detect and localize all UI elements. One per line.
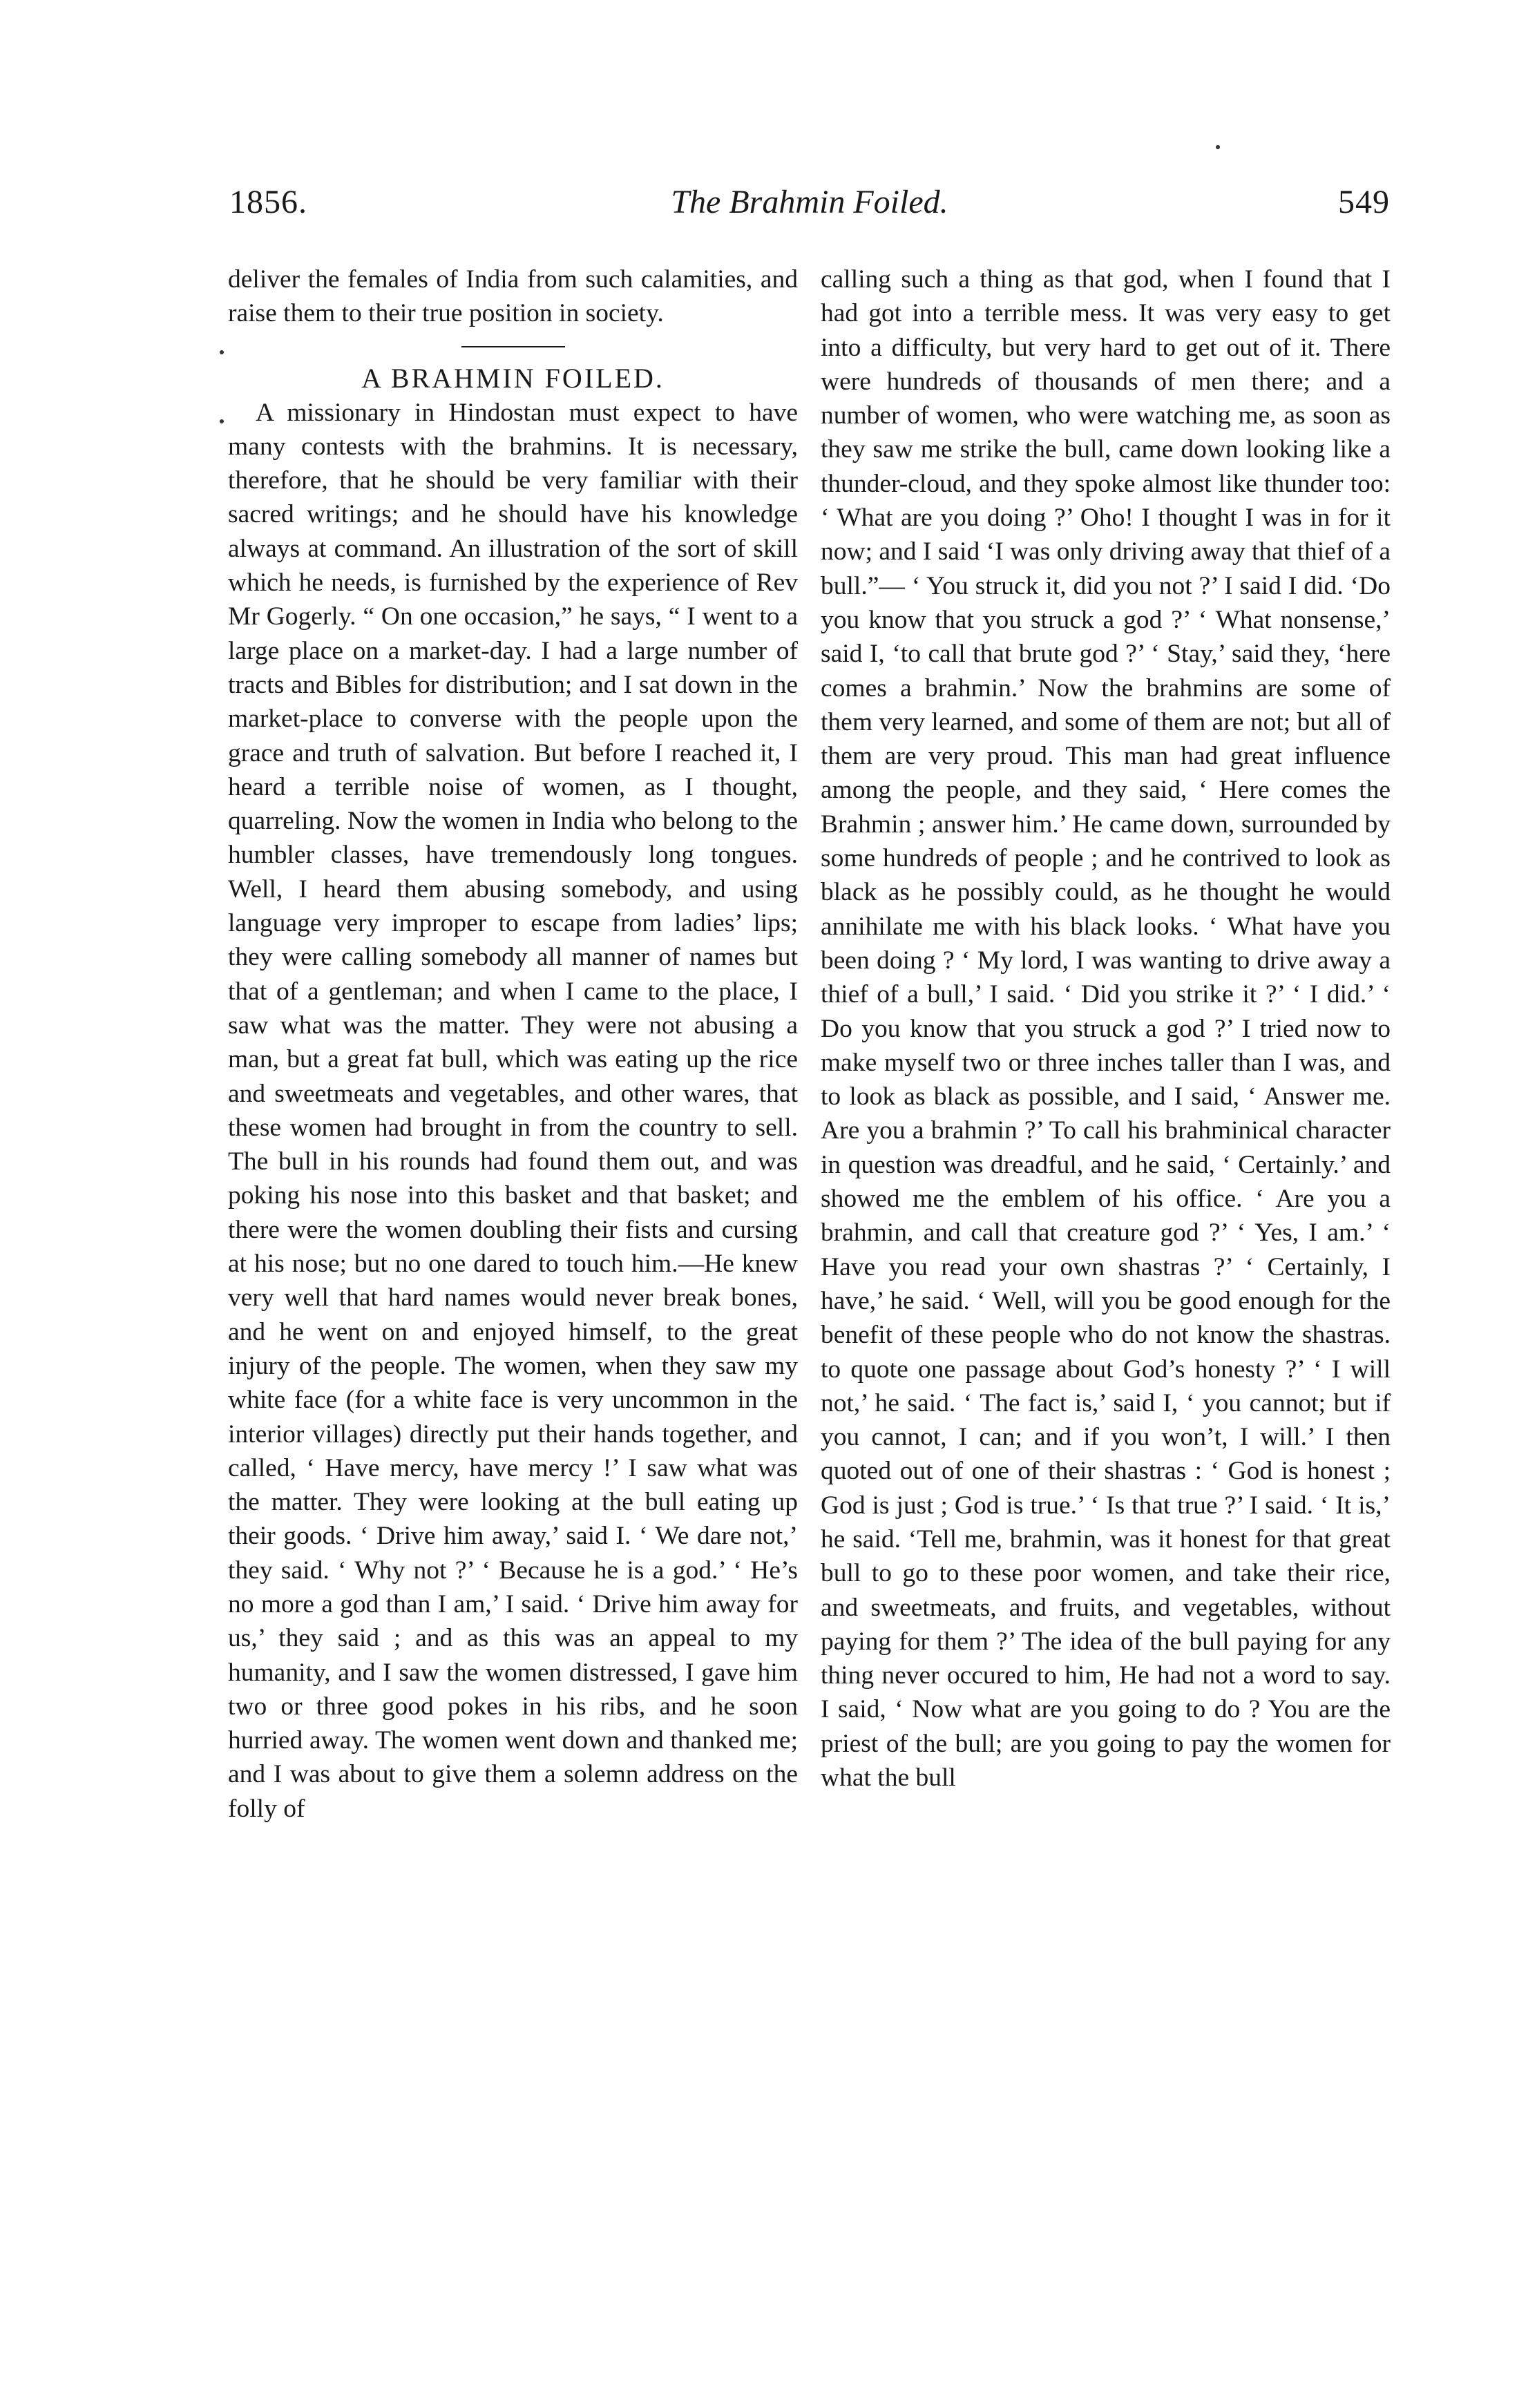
ink-speck bbox=[220, 419, 224, 423]
running-title: The Brahmin Foiled. bbox=[671, 184, 948, 220]
right-column bbox=[821, 262, 1391, 1795]
header-year: 1856. bbox=[229, 184, 307, 220]
left-column bbox=[228, 262, 798, 1826]
section-divider bbox=[461, 346, 565, 347]
page-header bbox=[229, 183, 1390, 231]
article-title: A BRAHMIN FOILED. bbox=[361, 362, 665, 394]
ink-speck bbox=[220, 350, 224, 354]
ink-speck bbox=[1216, 145, 1220, 149]
intro-paragraph: deliver the females of India from such calamities, and raise them to their true position in society. bbox=[228, 265, 798, 328]
page-number: 549 bbox=[1338, 184, 1390, 220]
article-body-right: calling such a thing as that god, when I found that I had got into a terrible mess. It was very easy to get into a difficulty, but very hard to get out of it. There were hundreds of thousands of men there; and a number of women, who were watching me, as soon as they saw me strike the bull, came down looking like a thunder-cloud, and they spoke almost like thunder too: ‘ What are you doing ?’ Oho! I thought I was in for it now; and I said ‘I was only driving away that thief of a bull.”— ‘ You struck it, did you not ?’ I said I did. ‘Do you know that you struck a god ?’ ‘ What nonsense,’ said I, ‘to call that brute god ?’ ‘ Stay,’ said they, ‘here comes a brahmin.’ Now the brahmins are some of them very learned, and some of them are not; but all of them are very proud. This man had great influence among the people, and they said, ‘ Here comes the Brahmin ; answer him.’ He came down, surrounded by some hundreds of people ; and he contrived to look as black as he possibly could, as he thought he would annihilate me with his black looks. ‘ What have you been doing ? ‘ My lord, I was wanting to drive away a thief of a bull,’ I said. ‘ Did you strike it ?’ ‘ I did.’ ‘ Do you know that you struck a god ?’ I tried now to make myself two or three inches taller than I was, and to look as black as possible, and I said, ‘ Answer me. Are you a brahmin ?’ To call his brahminical character in question was dreadful, and he said, ‘ Certainly.’ and showed me the emblem of his office. ‘ Are you a brahmin, and call that creature god ?’ ‘ Yes, I am.’ ‘ Have you read your own shastras ?’ ‘ Certainly, I have,’ he said. ‘ Well, will you be good enough for the benefit of these people who do not know the shastras. to quote one passage about God’s honesty ?’ ‘ I will not,’ he said. ‘ The fact is,’ said I, ‘ you cannot; but if you cannot, I can; and if you won’t, I will.’ I then quoted out of one of their shastras : ‘ God is honest ; God is just ; God is true.’ ‘ Is that true ?’ I said. ‘ It is,’ he said. ‘Tell me, brahmin, was it honest for that great bull to go to these poor women, and take their rice, and sweetmeats, and fruits, and vegetables, without paying for them ?’ The idea of the bull paying for any thing never occured to him, He had not a word to say. I said, ‘ Now what are you going to do ? You are the priest of the bull; are you going to pay the women for what the bull bbox=[821, 265, 1391, 1793]
article-body-left: A missionary in Hindostan must expect to have many contests with the brahmins. It is necessary, therefore, that he should be very familiar with their sacred writings; and he should have his knowledge always at command. An illustration of the sort of skill which he needs, is furnished by the experience of Rev Mr Gogerly. “ On one occasion,” he says, “ I went to a large place on a market-day. I had a large number of tracts and Bibles for distribution; and I sat down in the market-place to converse with the people upon the grace and truth of salvation. But before I reached it, I heard a terrible noise of women, as I thought, quarreling. Now the women in India who belong to the humbler classes, have tremendously long tongues. Well, I heard them abusing somebody, and using language very improper to escape from ladies’ lips; they were calling somebody all manner of names but that of a gentleman; and when I came to the place, I saw what was the matter. They were not abusing a man, but a great fat bull, which was eating up the rice and sweetmeats and vegetables, and other wares, that these women had brought in from the country to sell. The bull in his rounds had found them out, and was poking his nose into this basket and that basket; and there were the women doubling their fists and cursing at his nose; but no one dared to touch him.—He knew very well that hard names would never break bones, and he went on and enjoyed himself, to the great injury of the people. The women, when they saw my white face (for a white face is very uncommon in the interior villages) directly put their hands together, and called, ‘ Have mercy, have mercy !’ I saw what was the matter. They were looking at the bull eating up their goods. ‘ Drive him away,’ said I. ‘ We dare not,’ they said. ‘ Why not ?’ ‘ Because he is a god.’ ‘ He’s no more a god than I am,’ I said. ‘ Drive him away for us,’ they said ; and as this was an appeal to my humanity, and I saw the women distressed, I gave him two or three good pokes in his ribs, and he soon hurried away. The women went down and thanked me; and I was about to give them a solemn address on the folly of bbox=[228, 398, 798, 1823]
